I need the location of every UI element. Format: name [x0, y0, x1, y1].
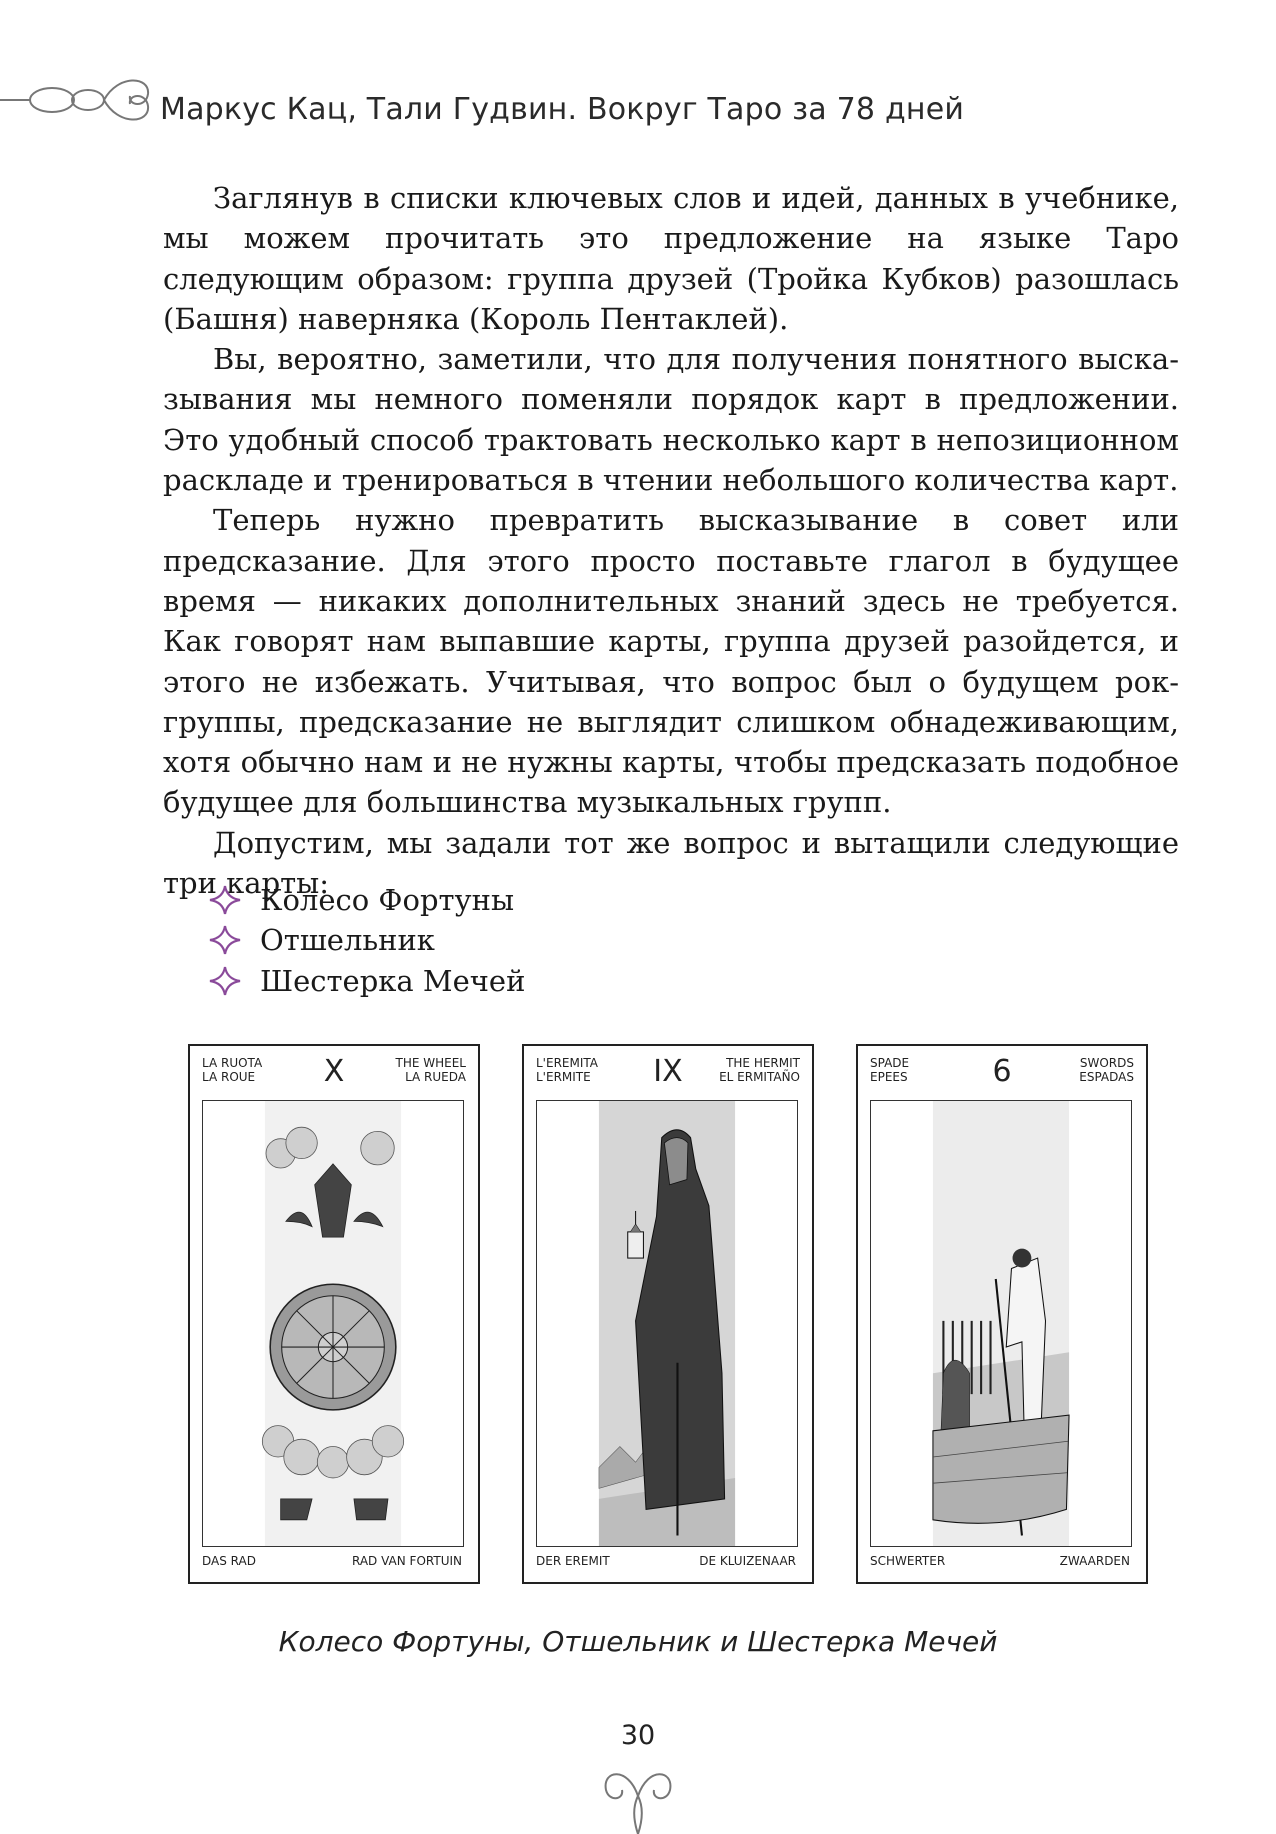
- card-six-of-swords: [856, 1044, 1148, 1584]
- figure-caption: Колесо Фортуны, Отшельник и Шестерка Мечей: [278, 1625, 998, 1658]
- page-number: 30: [620, 1720, 656, 1751]
- card-bottom-right-label: DE KLUIZENAAR: [699, 1554, 796, 1568]
- card-top-left-label: LA RUOTA LA ROUE: [202, 1056, 263, 1084]
- six-of-swords-illustration: [870, 1100, 1132, 1547]
- list-item-label: Отшельник: [260, 923, 435, 958]
- list-item-label: Колесо Фортуны: [260, 883, 515, 917]
- card-number: IX: [653, 1054, 683, 1089]
- paragraph: Вы, вероятно, заметили, что для получения понятного высказывания мы немного поменяли порядок карт в предложении. Это удобный способ трактовать несколько карт в непозиционном раскладе и тренироваться в чтении небольшого количества карт.: [163, 342, 1179, 498]
- header-title: Маркус Кац, Тали Гудвин. Вокруг Таро за 78 дней: [160, 92, 965, 127]
- card-bottom-right-label: RAD VAN FORTUIN: [352, 1554, 462, 1568]
- card-wheel-of-fortune: [188, 1044, 480, 1584]
- list-item-label: Шестерка Мечей: [260, 963, 526, 998]
- list-item: [208, 920, 525, 960]
- card-top-right-label: THE WHEEL LA RUEDA: [395, 1056, 466, 1084]
- sparkle-bullet-icon: [208, 884, 260, 916]
- card-bottom-left-label: DAS RAD: [202, 1554, 256, 1568]
- card-top-left-label: SPADE EPEES: [870, 1056, 910, 1084]
- list-item: [208, 880, 525, 920]
- card-bottom-left-label: DER EREMIT: [536, 1554, 610, 1568]
- paragraph: Теперь нужно превратить высказывание в совет или предсказание. Для этого просто поставьте глагол в будущее время — никаких дополнительных знаний здесь не требуется. Как говорят нам выпавшие карты, группа друзей разойдется, и этого не избежать. Учитывая, что вопрос был о будущем рок-группы, предсказание не выглядит слишком обнадеживающим, хотя обычно нам и не нужны карты, чтобы предсказать подобное будущее для большинства музыкальных групп.: [163, 503, 1179, 820]
- list-item: [208, 961, 525, 1001]
- sparkle-bullet-icon: [208, 965, 260, 997]
- card-top-left-label: L'EREMITA L'ERMITE: [536, 1056, 598, 1084]
- card-hermit: [522, 1044, 814, 1584]
- hermit-illustration: [536, 1100, 798, 1547]
- card-number: X: [323, 1054, 345, 1089]
- card-bottom-left-label: SCHWERTER: [870, 1554, 946, 1568]
- header-ornament-icon: [0, 70, 158, 160]
- body-text: [163, 178, 1179, 903]
- sparkle-bullet-icon: [208, 924, 260, 956]
- card-top-right-label: SWORDS ESPADAS: [1079, 1056, 1134, 1084]
- card-list: [208, 880, 525, 1001]
- wheel-of-fortune-illustration: [202, 1100, 464, 1547]
- card-bottom-right-label: ZWAARDEN: [1059, 1554, 1130, 1568]
- running-header: [0, 70, 1276, 160]
- paragraph: Допустим, мы задали тот же вопрос и вытащили следующие три карты:: [163, 825, 1179, 901]
- card-top-right-label: THE HERMIT EL ERMITAÑO: [719, 1056, 800, 1084]
- card-number: 6: [992, 1054, 1012, 1089]
- footer-ornament-icon: [598, 1756, 678, 1834]
- paragraph: Заглянув в списки ключевых слов и идей, данных в учебнике, мы можем прочитать это предложение на языке Таро следующим образом: группа друзей (Тройка Кубков) разошлась (Башня) наверняка (Король Пентаклей).: [163, 181, 1179, 336]
- tarot-cards: [188, 1044, 1148, 1584]
